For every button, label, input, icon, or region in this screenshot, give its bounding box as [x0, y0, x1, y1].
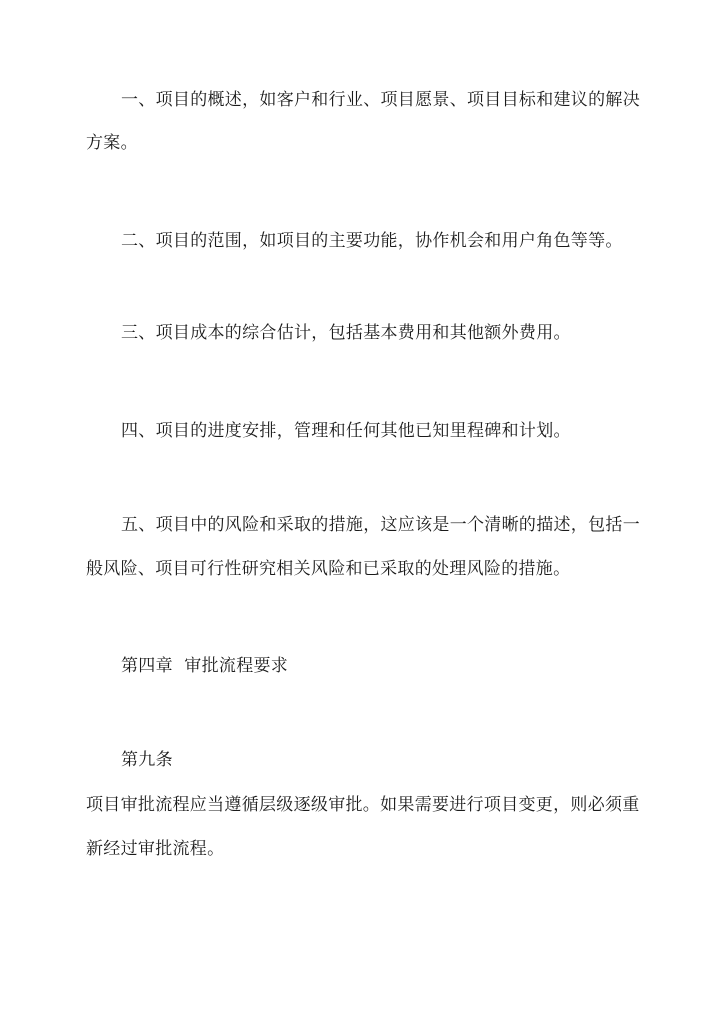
- article-heading: 第九条: [121, 750, 173, 770]
- paragraph-scope: 二、项目的范围，如项目的主要功能，协作机会和用户角色等等。: [121, 231, 623, 251]
- paragraph-cost: 三、项目成本的综合估计，包括基本费用和其他额外费用。: [121, 323, 571, 343]
- paragraph-overview-line-2: 方案。: [86, 133, 138, 153]
- paragraph-overview-line-1: 一、项目的概述，如客户和行业、项目愿景、项目目标和建议的解决: [121, 90, 640, 110]
- paragraph-schedule: 四、项目的进度安排，管理和任何其他已知里程碑和计划。: [121, 421, 571, 441]
- chapter-heading: 第四章 审批流程要求: [121, 656, 289, 676]
- paragraph-risk-line-1: 五、项目中的风险和采取的措施，这应该是一个清晰的描述，包括一: [121, 515, 640, 535]
- paragraph-risk-line-2: 般风险、项目可行性研究相关风险和已采取的处理风险的措施。: [86, 559, 571, 579]
- article-body-line-1: 项目审批流程应当遵循层级逐级审批。如果需要进行项目变更，则必须重: [86, 795, 640, 815]
- article-body-line-2: 新经过审批流程。: [86, 839, 225, 859]
